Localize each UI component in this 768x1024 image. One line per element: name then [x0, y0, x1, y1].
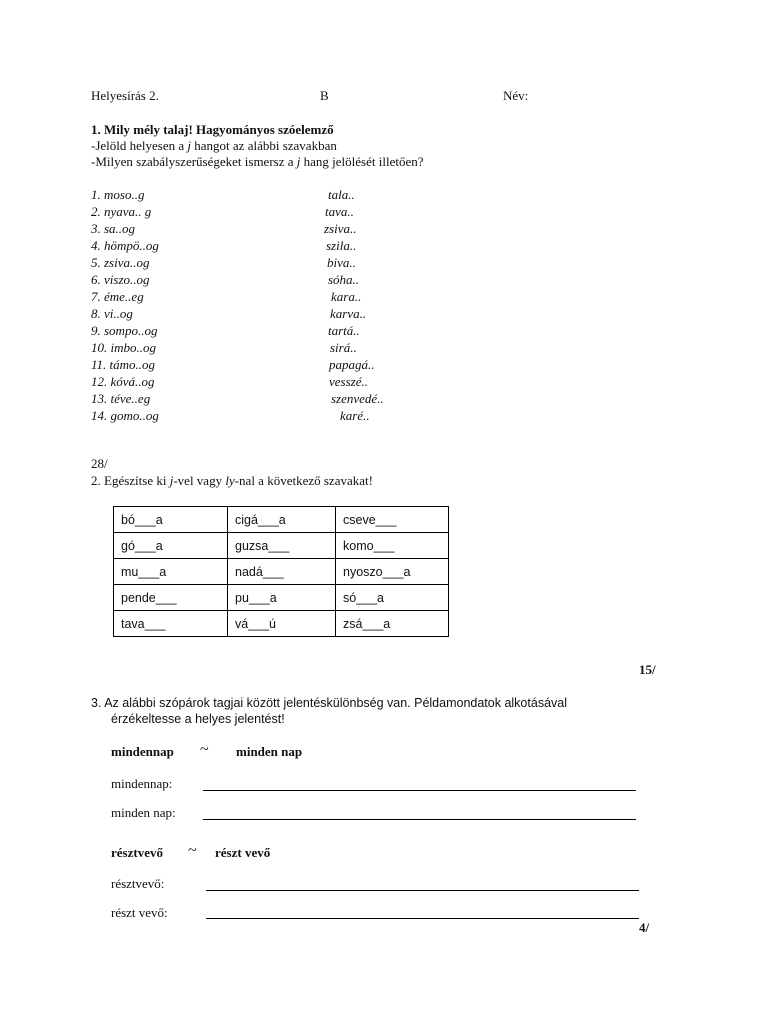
list-item: szenvedé.. [331, 391, 384, 406]
table-cell: pende___ [114, 585, 228, 611]
tilde-symbol: ~ [188, 842, 197, 859]
table-cell: nyoszo___a [336, 559, 449, 585]
list-item: 7. éme..eg [91, 289, 144, 304]
list-item: 11. támo..og [91, 357, 156, 372]
word-pair-2-second: részt vevő [215, 845, 271, 860]
list-item: 9. sompo..og [91, 323, 158, 338]
list-item: 13. téve..eg [91, 391, 151, 406]
answer-line-reszt-vevo[interactable] [206, 918, 639, 919]
table-cell: só___a [336, 585, 449, 611]
table-cell: mu___a [114, 559, 228, 585]
list-item: kara.. [331, 289, 362, 304]
table-row [114, 559, 449, 585]
table-cell: pu___a [228, 585, 336, 611]
list-item: szila.. [326, 238, 357, 253]
list-item: 2. nyava.. g [91, 204, 152, 219]
list-item: tava.. [325, 204, 354, 219]
answer-line-mindennap[interactable] [203, 790, 636, 791]
list-item: karé.. [340, 408, 370, 423]
worksheet-title: Helyesírás 2. [91, 88, 159, 103]
answer-line-resztvevo[interactable] [206, 890, 639, 891]
list-item: 6. viszo..og [91, 272, 150, 287]
list-item: 5. zsiva..og [91, 255, 150, 270]
table-cell: guzsa___ [228, 533, 336, 559]
table-cell: komo___ [336, 533, 449, 559]
table-row [114, 585, 449, 611]
table-row [114, 611, 449, 637]
word-pair-2-first: résztvevő [111, 845, 163, 860]
table-cell: tava___ [114, 611, 228, 637]
list-item: 1. moso..g [91, 187, 145, 202]
list-item: 3. sa..og [91, 221, 136, 236]
list-item: 10. imbo..og [91, 340, 156, 355]
answer-label-reszt-vevo: részt vevő: [111, 905, 168, 920]
word-pair-1-first: mindennap [111, 744, 174, 759]
list-item: 8. vi..og [91, 306, 133, 321]
list-item: zsiva.. [324, 221, 357, 236]
list-item: sóha.. [328, 272, 360, 287]
table-cell: cseve___ [336, 507, 449, 533]
table-row [114, 533, 449, 559]
table-cell: vá___ú [228, 611, 336, 637]
table-cell: nadá___ [228, 559, 336, 585]
word-pair-1-second: minden nap [236, 744, 303, 759]
list-item: sirá.. [330, 340, 357, 355]
table-cell: bó___a [114, 507, 228, 533]
group-label: B [320, 88, 329, 103]
task3-score: 4/ [639, 920, 650, 935]
list-item: vesszé.. [329, 374, 368, 389]
list-item: karva.. [330, 306, 367, 321]
answer-label-resztvevo: résztvevő: [111, 876, 165, 891]
name-label: Név: [503, 88, 529, 103]
answer-label-mindennap: mindennap: [111, 776, 173, 791]
task2-score: 15/ [639, 662, 656, 677]
task3-instruction-line2: érzékeltesse a helyes jelentést! [111, 712, 285, 726]
task2-instruction: 2. Egészítse ki j-vel vagy ly-nal a következő szavakat! [91, 473, 373, 488]
task1-score: 28/ [91, 456, 108, 471]
table-cell: gó___a [114, 533, 228, 559]
answer-label-minden-nap: minden nap: [111, 805, 176, 820]
list-item: 12. kóvá..og [91, 374, 155, 389]
task1-heading: 1. Mily mély talaj! Hagyományos szóelemző [91, 122, 334, 137]
table-cell: cigá___a [228, 507, 336, 533]
answer-line-minden-nap[interactable] [203, 819, 636, 820]
table-cell: zsá___a [336, 611, 449, 637]
task1-instruction-1: -Jelöld helyesen a j hangot az alábbi szavakban [91, 138, 337, 153]
fill-in-table [113, 506, 449, 637]
list-item: tala.. [328, 187, 355, 202]
table-row [114, 507, 449, 533]
task1-instruction-2: -Milyen szabályszerűségeket ismersz a j hang jelölését illetően? [91, 154, 424, 169]
tilde-symbol: ~ [200, 741, 209, 758]
right-word-list [0, 186, 768, 424]
task3-instruction-line1: 3. Az alábbi szópárok tagjai között jelentéskülönbség van. Példamondatok alkotásával [91, 696, 567, 710]
list-item: tartá.. [328, 323, 360, 338]
list-item: 4. hömpö..og [91, 238, 159, 253]
list-item: biva.. [327, 255, 356, 270]
list-item: papagá.. [329, 357, 375, 372]
list-item: 14. gomo..og [91, 408, 159, 423]
